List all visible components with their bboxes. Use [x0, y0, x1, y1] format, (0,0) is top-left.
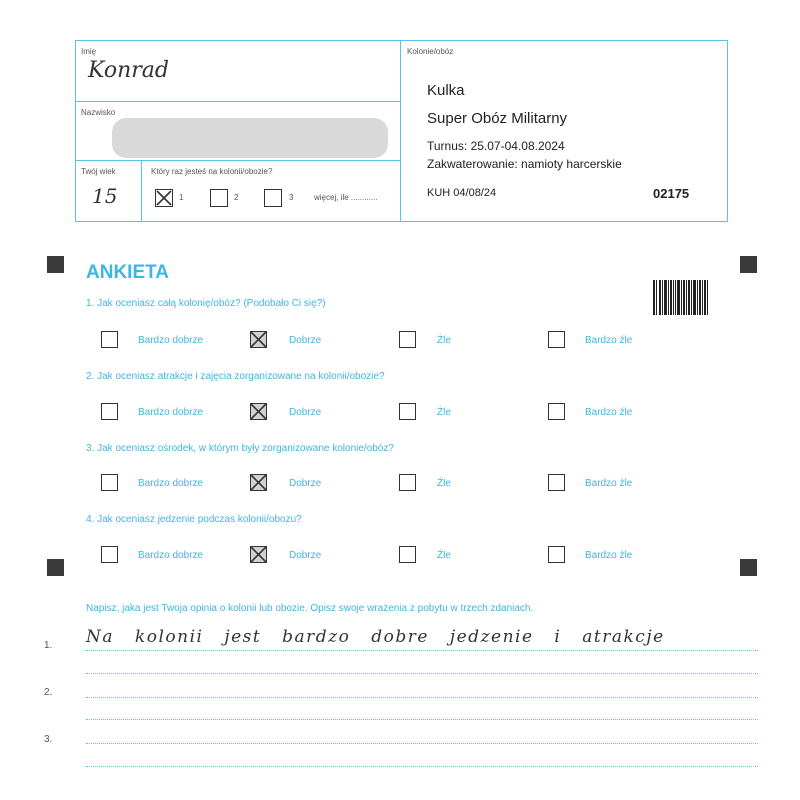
answer-line-number-2: 2.	[44, 687, 53, 698]
q1-option-bardzo-zle-checkbox[interactable]	[548, 331, 565, 348]
q2-option-bardzo-dobrze-checkbox[interactable]	[101, 403, 118, 420]
surname-label: Nazwisko	[81, 108, 116, 117]
q1-option-bardzo-dobrze-label: Bardzo dobrze	[138, 335, 204, 346]
q4-option-dobrze-checkbox[interactable]	[250, 546, 267, 563]
q3-option-bardzo-zle-checkbox[interactable]	[548, 474, 565, 491]
surname-redacted	[112, 118, 388, 158]
header-divider-2	[75, 160, 400, 161]
registration-marker-top-right	[740, 256, 757, 273]
q2-option-dobrze-label: Dobrze	[289, 407, 322, 418]
q3-option-bardzo-dobrze-checkbox[interactable]	[101, 474, 118, 491]
q2-option-bardzo-zle-checkbox[interactable]	[548, 403, 565, 420]
q3-option-zle-checkbox[interactable]	[399, 474, 416, 491]
q4-option-dobrze-label: Dobrze	[289, 550, 322, 561]
answer-line-1b	[86, 673, 758, 674]
age-value[interactable]: 15	[92, 184, 118, 208]
q4-option-bardzo-dobrze-label: Bardzo dobrze	[138, 550, 204, 561]
q1-option-zle-label: Źle	[437, 335, 451, 346]
q3-option-zle-label: Źle	[437, 478, 451, 489]
check-x-icon	[250, 474, 267, 491]
camp-code: KUH 04/08/24	[427, 187, 497, 199]
answer-line-2b	[86, 719, 758, 720]
survey-title: ANKIETA	[86, 262, 170, 283]
check-x-icon	[250, 403, 267, 420]
answer-line-3a	[86, 743, 758, 744]
check-x-icon	[250, 546, 267, 563]
q3-option-bardzo-zle-label: Bardzo źle	[585, 478, 633, 489]
times-label: Który raz jesteś na kolonii/obozie?	[151, 167, 273, 176]
q2-option-bardzo-dobrze-label: Bardzo dobrze	[138, 407, 204, 418]
q2-option-zle-label: Źle	[437, 407, 451, 418]
check-x-icon	[155, 189, 173, 207]
q2-option-bardzo-zle-label: Bardzo źle	[585, 407, 633, 418]
question-4: 4. Jak oceniasz jedzenie podczas kolonii/obozu?	[86, 514, 302, 525]
question-2: 2. Jak oceniasz atrakcje i zajęcia zorganizowane na kolonii/obozie?	[86, 371, 385, 382]
answer-line-2a	[86, 697, 758, 698]
registration-marker-bottom-left	[47, 559, 64, 576]
registration-marker-bottom-right	[740, 559, 757, 576]
name-label: Imię	[81, 47, 97, 56]
q1-option-dobrze-label: Dobrze	[289, 335, 322, 346]
camp-number: 02175	[653, 186, 690, 201]
q3-option-dobrze-label: Dobrze	[289, 478, 322, 489]
camp-name: Kulka	[427, 82, 465, 99]
camp-turnus: Turnus: 25.07-04.08.2024	[427, 139, 565, 153]
times-option-1-label: 1	[179, 193, 184, 202]
q3-option-dobrze-checkbox[interactable]	[250, 474, 267, 491]
q3-option-bardzo-dobrze-label: Bardzo dobrze	[138, 478, 204, 489]
answer-line-number-3: 3.	[44, 734, 53, 745]
header-divider-1	[75, 101, 400, 102]
times-checkbox-1[interactable]	[155, 189, 173, 207]
check-x-icon	[250, 331, 267, 348]
answer-line-1-text[interactable]: Na kolonii jest bardzo dobre jedzenie i atrakcje	[86, 627, 665, 647]
times-option-3-label: 3	[289, 193, 294, 202]
answer-line-3b	[86, 766, 758, 767]
q1-option-bardzo-zle-label: Bardzo źle	[585, 335, 633, 346]
q1-option-dobrze-checkbox[interactable]	[250, 331, 267, 348]
q4-option-bardzo-zle-checkbox[interactable]	[548, 546, 565, 563]
camp-title: Super Obóz Militarny	[427, 110, 568, 127]
answer-line-1a	[86, 650, 758, 651]
q4-option-zle-checkbox[interactable]	[399, 546, 416, 563]
question-3: 3. Jak oceniasz ośrodek, w którym były zorganizowane kolonie/obóz?	[86, 443, 394, 454]
times-checkbox-2[interactable]	[210, 189, 228, 207]
header-divider-vertical	[400, 40, 401, 221]
q4-option-zle-label: Źle	[437, 550, 451, 561]
q2-option-dobrze-checkbox[interactable]	[250, 403, 267, 420]
answer-line-number-1: 1.	[44, 640, 53, 651]
age-label: Twój wiek	[81, 167, 116, 176]
camp-accommodation: Zakwaterowanie: namioty harcerskie	[427, 157, 622, 171]
q1-option-bardzo-dobrze-checkbox[interactable]	[101, 331, 118, 348]
q2-option-zle-checkbox[interactable]	[399, 403, 416, 420]
question-1: 1. Jak oceniasz całą kolonię/obóz? (Podobało Ci się?)	[86, 298, 326, 309]
times-option-2-label: 2	[234, 193, 239, 202]
q1-option-zle-checkbox[interactable]	[399, 331, 416, 348]
name-value[interactable]: Konrad	[88, 58, 169, 83]
q4-option-bardzo-dobrze-checkbox[interactable]	[101, 546, 118, 563]
camp-label: Kolonie/obóz	[407, 47, 454, 56]
opinion-prompt: Napisz, jaka jest Twoja opinia o kolonii lub obozie. Opisz swoje wrażenia z pobytu w trzech zdaniach.	[86, 603, 534, 614]
times-checkbox-3[interactable]	[264, 189, 282, 207]
times-more-label: więcej, ile ............	[314, 193, 378, 202]
registration-marker-top-left	[47, 256, 64, 273]
q4-option-bardzo-zle-label: Bardzo źle	[585, 550, 633, 561]
barcode	[653, 280, 708, 315]
header-divider-age	[141, 160, 142, 221]
